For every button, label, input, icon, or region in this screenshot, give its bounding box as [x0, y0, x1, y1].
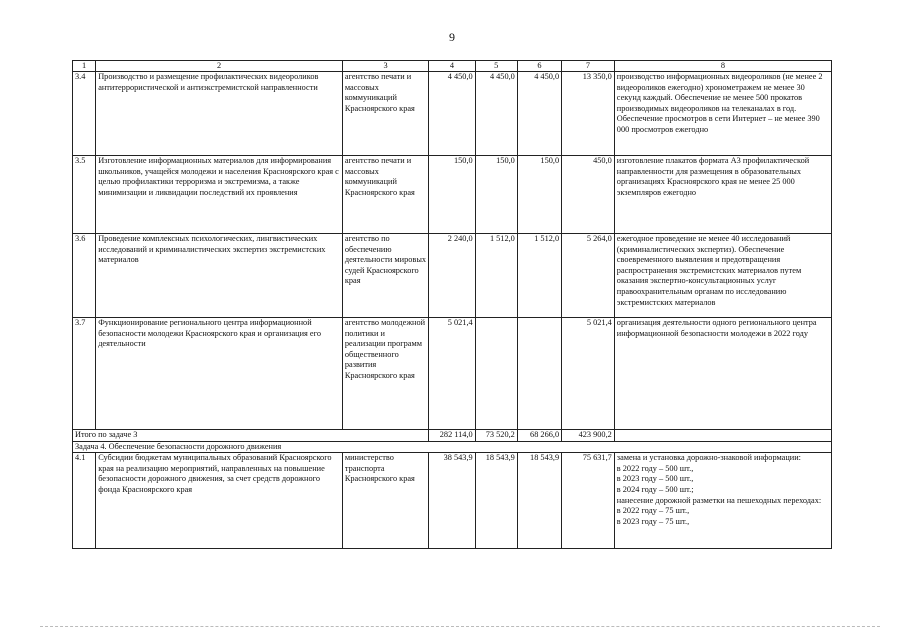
expected-result: производство информационных видеороликов (не менее 2 видеороликов ежегодно) хронометражем не менее 30 секунд каждый. Обеспечение не менее 500 прокатов производимых видеороликов на телеканалах в год. Обеспечение просмотров в сети Интернет – не менее 390 000 просмотров ежегодно — [614, 72, 831, 156]
page-number: 9 — [449, 30, 455, 44]
activity-name: Субсидии бюджетам муниципальных образований Красноярского края на реализацию мероприятий, направленных на повышение безопасности дорожного движения, за счет средств дорожного фонда Красноярского края — [96, 453, 343, 549]
column-header: 4 — [429, 61, 475, 72]
result-line: в 2022 году – 500 шт., — [616, 463, 694, 473]
value-total: 450,0 — [562, 156, 615, 234]
result-line: в 2022 году – 75 шт., — [616, 506, 690, 516]
expected-result: организация деятельности одного регионального центра информационной безопасности молодежи в 2022 году — [614, 318, 831, 430]
result-line: в 2023 году – 75 шт., — [616, 516, 690, 526]
table-row — [73, 72, 832, 156]
column-header: 2 — [96, 61, 343, 72]
expected-result — [614, 453, 831, 549]
value-2024 — [517, 318, 561, 430]
executor: агентство молодежной политики и реализации программ общественного развития Красноярского края — [342, 318, 428, 430]
row-index: 3.4 — [73, 72, 96, 156]
executor: агентство печати и массовых коммуникаций Красноярского края — [342, 156, 428, 234]
value-2022: 2 240,0 — [429, 234, 475, 318]
column-header: 6 — [517, 61, 561, 72]
value-2023 — [475, 318, 517, 430]
value-2024: 18 543,9 — [517, 453, 561, 549]
activity-name: Проведение комплексных психологических, лингвистических исследований и криминалистических экспертиз экстремистских материалов — [96, 234, 343, 318]
executor: министерство транспорта Красноярского края — [342, 453, 428, 549]
value-2024: 4 450,0 — [517, 72, 561, 156]
column-header: 5 — [475, 61, 517, 72]
activity-name: Производство и размещение профилактических видеороликов антитеррористической и антиэкстремистской направленности — [96, 72, 343, 156]
row-index: 4.1 — [73, 453, 96, 549]
value-2024: 1 512,0 — [517, 234, 561, 318]
row-index: 3.5 — [73, 156, 96, 234]
column-header: 7 — [562, 61, 615, 72]
executor: агентство печати и массовых коммуникаций Красноярского края — [342, 72, 428, 156]
value-2023: 4 450,0 — [475, 72, 517, 156]
value-2022: 38 543,9 — [429, 453, 475, 549]
table-row — [73, 156, 832, 234]
table-row — [73, 453, 832, 549]
table-row — [73, 234, 832, 318]
value-2023: 18 543,9 — [475, 453, 517, 549]
section-title: Задача 4. Обеспечение безопасности дорожного движения — [73, 441, 832, 453]
total-2022: 282 114,0 — [429, 430, 475, 442]
value-2022: 150,0 — [429, 156, 475, 234]
expected-result: ежегодное проведение не менее 40 исследований (криминалистических экспертиз). Обеспечение своевременного выявления и предотвращения распространения экстремистских материалов путем оказания экспертно-консультационных услуг правоохранительным органам по исследованию экстремистских материалов — [614, 234, 831, 318]
value-2022: 5 021,4 — [429, 318, 475, 430]
column-header: 8 — [614, 61, 831, 72]
value-2024: 150,0 — [517, 156, 561, 234]
header-row — [73, 61, 832, 72]
row-index: 3.7 — [73, 318, 96, 430]
result-line: в 2024 году – 500 шт.; — [616, 484, 694, 494]
program-table — [72, 60, 832, 549]
activity-name: Изготовление информационных материалов для информирования школьников, учащейся молодежи и населения Красноярского края с целью профилактики терроризма и экстремизма, а также минимизации и ликвидации последствий их проявления — [96, 156, 343, 234]
total-label: Итого по задаче 3 — [73, 430, 429, 442]
column-header: 1 — [73, 61, 96, 72]
result-line: замена и установка дорожно-знаковой информации: — [616, 453, 801, 463]
column-header: 3 — [342, 61, 428, 72]
row-index: 3.6 — [73, 234, 96, 318]
total-result — [614, 430, 831, 442]
value-total: 75 631,7 — [562, 453, 615, 549]
result-line: нанесение дорожной разметки на пешеходных переходах: — [616, 495, 822, 505]
value-2023: 150,0 — [475, 156, 517, 234]
scan-edge-line — [40, 626, 880, 627]
value-2022: 4 450,0 — [429, 72, 475, 156]
expected-result: изготовление плакатов формата А3 профилактической направленности для размещения в образовательных организациях Красноярского края не менее 25 000 экземпляров ежегодно — [614, 156, 831, 234]
value-total: 5 264,0 — [562, 234, 615, 318]
result-line: в 2023 году – 500 шт., — [616, 474, 694, 484]
value-total: 13 350,0 — [562, 72, 615, 156]
total-row — [73, 430, 832, 442]
value-total: 5 021,4 — [562, 318, 615, 430]
table-row — [73, 318, 832, 430]
activity-name: Функционирование регионального центра информационной безопасности молодежи Красноярского края и организация его деятельности — [96, 318, 343, 430]
section-row — [73, 441, 832, 453]
value-2023: 1 512,0 — [475, 234, 517, 318]
total-2023: 73 520,2 — [475, 430, 517, 442]
total-2024: 68 266,0 — [517, 430, 561, 442]
executor: агентство по обеспечению деятельности мировых судей Красноярского края — [342, 234, 428, 318]
total-sum: 423 900,2 — [562, 430, 615, 442]
